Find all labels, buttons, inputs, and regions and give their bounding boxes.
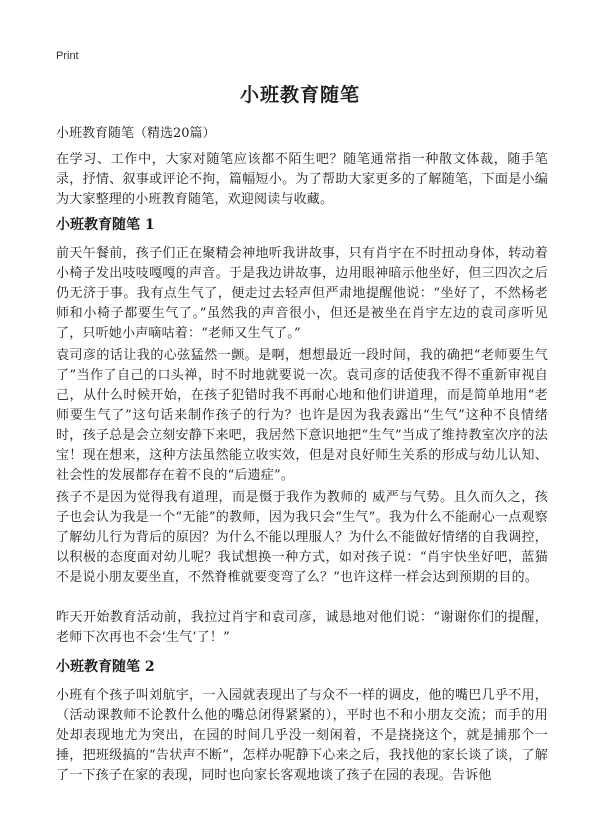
document-subtitle: 小班教育随笔（精选20篇） [56,126,216,141]
section-heading-1: 小班教育随笔 1 [56,217,155,233]
section-1-paragraph-4: 昨天开始教育活动前，我拉过肖宇和袁司彦，诚恳地对他们说：“谢谢你们的提醒，老师下次再也不会‘生气’了！” [56,610,548,645]
section-1-paragraph-1: 前天午餐前，孩子们正在聚精会神地听我讲故事，只有肖宇在不时扭动身体，转动着小椅子发出吱吱嘎嘎的声音。于是我边讲故事，边用眼神暗示他坐好，但三四次之后仍无济于事。我有点生气了，便走过去轻声但严肃地提醒他说：“坐好了，不然杨老师和小椅子都要生气了。”虽然我的声音很小，但还是被坐在肖宇左边的袁司彦听见了，只听她小声嘀咕着：“老师又生气了。” [56,246,548,341]
intro-paragraph: 在学习、工作中，大家对随笔应该都不陌生吧？随笔通常指一种散文体裁，随手笔录，抒情、叙事或评论不拘，篇幅短小。为了帮助大家更多的了解随笔，下面是小编为大家整理的小班教育随笔，欢迎阅读与收藏。 [56,152,548,207]
section-heading-2: 小班教育随笔 2 [56,659,155,675]
section-1-paragraph-2: 袁司彦的话让我的心弦猛然一颤。是啊，想想最近一段时间，我的确把“老师要生气了”当作了自己的口头禅，时不时地就要说一次。袁司彦的话使我不得不重新审视自己，从什么时候开始，在孩子犯错时我不再耐心地和他们讲道理，而是简单地用“老师要生气了”这句话来制作孩子的行为？也许是因为我表露出“生气”这种不良情绪时，孩子总是会立刻安静下来吧，我居然下意识地把“生气”当成了维持教室次序的法宝！现在想来，这种方法虽然能立收实效，但是对良好师生关系的形成与幼儿认知、社会性的发展都存在着不良的“后遗症”。 [56,348,548,483]
section-1-paragraph-3: 孩子不是因为觉得我有道理，而是慑于我作为教师的 威严与气势。且久而久之，孩子也会认为我是一个“无能”的教师，因为我只会“生气”。我为什么不能耐心一点观察了解幼儿行为背后的原因？为什么不能以理服人？为什么不能做好情绪的自我调控，以积极的态度面对幼儿呢？我试想换一种方式，如对孩子说：“肖宇快坐好吧，蓝猫不是说小朋友要坐直，不然脊椎就要变弯了么？”也许这样一样会达到预期的目的。 [56,490,548,585]
page-title: 小班教育随笔 [239,84,360,106]
section-2-paragraph-1: 小班有个孩子叫刘航宇，一入园就表现出了与众不一样的调皮，他的嘴巴几乎不用，（活动课教师不论教什么他的嘴总闭得紧紧的），平时也不和小朋友交流；而手的用处却表现地尤为突出，在园的时间几乎没一刻闲着，不是挠挠这个，就是捕那个一捶，把班级搞的“告状声不断”，怎样办呢静下心来之后，我找他的家长谈了谈，了解了一下孩子在家的表现，同时也向家长客观地谈了孩子在园的表现。告诉他 [56,688,548,783]
print-link[interactable]: Print [56,50,79,62]
